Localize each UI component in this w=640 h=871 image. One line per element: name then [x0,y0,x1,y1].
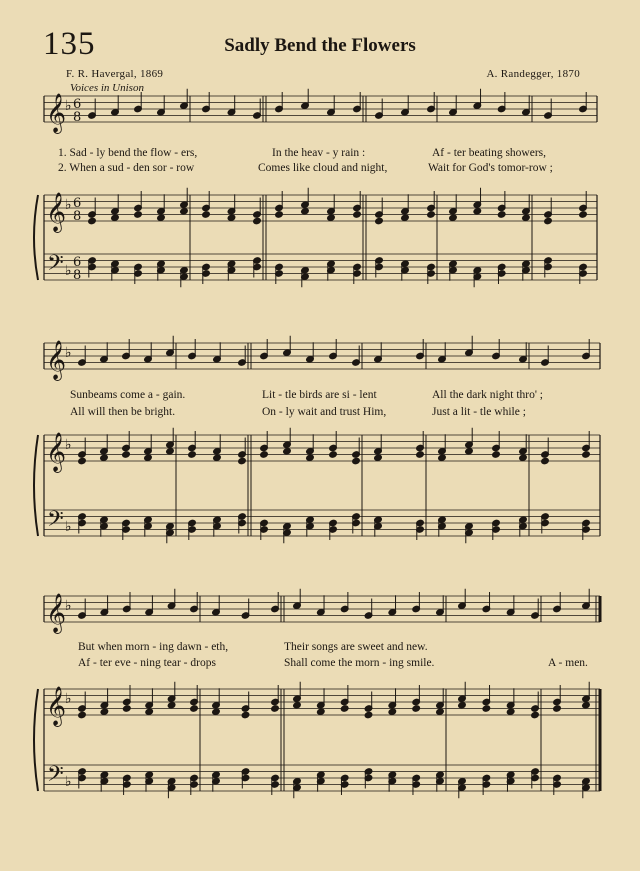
note-head [283,447,292,455]
note-head [329,451,338,459]
time-sig-top: 6 [73,196,82,211]
lyric-line-s2-v2-c: Just a lit - tle while ; [432,406,526,418]
lyric-line-s1-v2-a: 2. When a sud - den sor - row [58,162,195,174]
note-head [497,211,506,219]
note-head [167,701,176,709]
note-head [531,711,540,719]
note-head [275,211,284,219]
note-head [492,451,501,459]
note-head [482,705,491,713]
lyric-line-s2-v1-b: Lit - tle birds are si - lent [262,389,377,401]
treble-clef: 𝄞 [46,686,67,726]
treble-clef: 𝄞 [46,93,67,133]
note-head [78,457,87,465]
note-head [352,457,361,465]
composer-credit: A. Randegger, 1870 [486,68,580,80]
grand-staff-brace [34,689,38,791]
note-head [541,457,550,465]
flat-sign: ♭ [65,437,72,453]
note-head [180,207,189,215]
grand-staff-brace [34,195,38,280]
note-head [260,451,269,459]
flat-sign: ♭ [65,197,72,213]
note-head [144,454,153,462]
note-head [306,454,315,462]
lyric-line-s2-v2-a: All will then be bright. [70,406,176,418]
note-head [465,447,474,455]
note-head [122,451,131,459]
note-head [427,211,436,219]
note-head [388,708,397,716]
note-head [88,217,97,225]
treble-clef: 𝄞 [46,432,67,472]
note-head [340,705,349,713]
flat-sign: ♭ [65,345,72,361]
lyric-line-s3-v1-a: But when morn - ing dawn - eth, [78,641,229,653]
note-head [438,454,447,462]
treble-clef: 𝄞 [46,192,67,232]
flat-sign: ♭ [65,598,72,614]
lyric-line-s2-v1-c: All the dark night thro' ; [432,389,543,401]
lyric-line-s1-v1-a: 1. Sad - ly bend the flow - ers, [58,147,198,159]
lyric-line-s3-v2-a: Af - ter eve - ning tear - drops [78,657,216,669]
note-head [293,701,302,709]
grand-staff-brace [34,435,38,536]
note-head [212,708,221,716]
note-head [544,217,553,225]
time-sig-bottom: 8 [73,209,82,224]
note-head [202,211,211,219]
note-head [374,454,383,462]
bass-clef: 𝄢 [47,507,64,537]
note-head [271,705,280,713]
lyric-line-s1-v2-b: Comes like cloud and night, [258,162,388,174]
performance-direction: Voices in Unison [70,82,144,94]
time-sig-bottom: 8 [73,268,82,283]
note-head [100,708,109,716]
time-sig-top: 6 [73,97,82,112]
note-head [582,451,591,459]
note-head [506,708,515,716]
lyric-line-s2-v1-a: Sunbeams come a - gain. [70,389,186,401]
note-head [213,454,222,462]
note-head [122,705,131,713]
flat-sign: ♭ [65,263,72,279]
note-head [188,451,197,459]
note-head [78,711,87,719]
lyric-line-s1-v1-c: Af - ter beating showers, [432,147,547,159]
note-head [579,211,588,219]
note-head [190,705,199,713]
flat-sign: ♭ [65,98,72,114]
note-head [401,214,410,222]
note-head [416,451,425,459]
treble-clef: 𝄞 [46,593,67,633]
lyric-line-s2-v2-b: On - ly wait and trust Him, [262,406,387,418]
note-head [100,454,109,462]
flat-sign: ♭ [65,519,72,535]
note-head [238,457,247,465]
flat-sign: ♭ [65,691,72,707]
time-sig-top: 6 [73,255,82,270]
note-head [522,214,531,222]
bass-clef: 𝄢 [47,762,64,792]
author-credit: F. R. Havergal, 1869 [66,68,164,80]
note-head [134,211,143,219]
note-head [412,705,421,713]
note-head [458,701,467,709]
note-head [353,211,362,219]
bass-clef: 𝄢 [47,251,64,281]
note-head [317,708,326,716]
lyric-line-s3-v1-b: Their songs are sweet and new. [284,641,428,653]
lyric-line-s3-v2-b: Shall come the morn - ing smile. [284,657,435,669]
note-head [145,708,154,716]
note-head [449,214,458,222]
note-head [553,705,562,713]
note-head [111,214,120,222]
note-head [227,214,236,222]
note-head [519,454,528,462]
note-head [582,701,591,709]
note-head [166,447,175,455]
note-head [473,207,482,215]
amen-text: A - men. [548,657,588,669]
time-sig-bottom: 8 [73,110,82,125]
lyric-line-s1-v1-b: In the heav - y rain : [272,147,366,159]
note-head [327,214,336,222]
note-head [375,217,384,225]
lyric-line-s1-v2-c: Wait for God's tomor-row ; [428,162,553,174]
note-head [436,708,445,716]
note-head [301,207,310,215]
treble-clef: 𝄞 [46,340,67,380]
note-head [253,217,262,225]
hymn-title: Sadly Bend the Flowers [224,35,416,56]
note-head [364,711,373,719]
hymn-number: 135 [43,26,96,62]
note-head [241,711,250,719]
flat-sign: ♭ [65,774,72,790]
note-head [157,214,166,222]
